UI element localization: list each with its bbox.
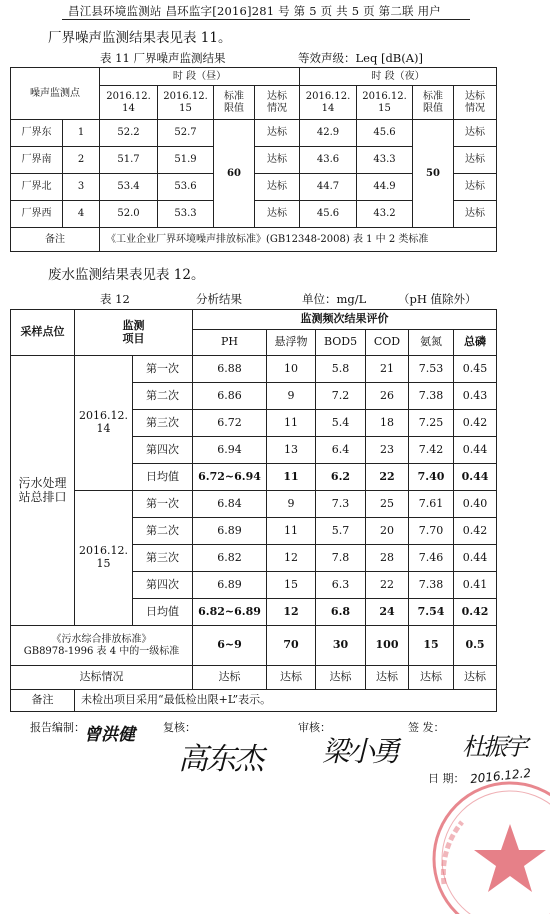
value-nh3n: 7.25: [409, 410, 454, 437]
value-ph: 6.89: [193, 518, 267, 545]
value-bod5: 6.8: [316, 599, 366, 626]
sample-round: 第二次: [133, 383, 193, 410]
audit-label: 审核：: [298, 721, 331, 734]
value-bod5: 5.7: [316, 518, 366, 545]
value-cod: 24: [366, 599, 409, 626]
status-row: [11, 666, 497, 690]
value-nh3n: 7.53: [409, 356, 454, 383]
value-tp: 0.42: [454, 410, 497, 437]
date-label: 日 期：: [428, 772, 465, 785]
standard-cod: 100: [366, 626, 409, 666]
value-cod: 26: [366, 383, 409, 410]
value-cod: 22: [366, 572, 409, 599]
status-cod: 达标: [366, 666, 409, 690]
value-nh3n: 7.61: [409, 491, 454, 518]
value-cod: 18: [366, 410, 409, 437]
standard-tp: 0.5: [454, 626, 497, 666]
value-bod5: 6.4: [316, 437, 366, 464]
value-ss: 12: [267, 545, 316, 572]
value-cod: 21: [366, 356, 409, 383]
value-tp: 0.44: [454, 464, 497, 491]
day-status: 达标: [255, 120, 300, 147]
day-limit-value: 60: [214, 120, 255, 228]
param-ph: PH: [193, 330, 267, 356]
value-nh3n: 7.42: [409, 437, 454, 464]
standard-bod5: 30: [316, 626, 366, 666]
night-period-header: 时 段（夜）: [300, 68, 497, 86]
sample-round: 第三次: [133, 545, 193, 572]
value-tp: 0.44: [454, 437, 497, 464]
standard-label: 《污水综合排放标准》 GB8978-1996 表 4 中的一级标准: [11, 626, 193, 666]
night-limit-value: 50: [413, 120, 454, 228]
value-tp: 0.42: [454, 518, 497, 545]
site-header: 采样点位: [11, 310, 75, 356]
point-name: 厂界南: [11, 147, 63, 174]
noise-point-header: 噪声监测点: [11, 68, 100, 120]
wastewater-note: 未检出项目采用“最低检出限+L”表示。: [75, 690, 497, 712]
sample-round: 日均值: [133, 464, 193, 491]
standard-nh3n: 15: [409, 626, 454, 666]
value-nh3n: 7.70: [409, 518, 454, 545]
value-nh3n: 7.54: [409, 599, 454, 626]
value-ph: 6.86: [193, 383, 267, 410]
param-tp: 总磷: [454, 330, 497, 356]
night-value-2: 43.3: [357, 147, 413, 174]
sample-round: 第一次: [133, 356, 193, 383]
value-tp: 0.44: [454, 545, 497, 572]
review-label: 复核：: [163, 721, 196, 734]
noise-note: 《工业企业厂界环境噪声排放标准》(GB12348-2008) 表 1 中 2 类标准: [100, 228, 497, 252]
night-value-1: 42.9: [300, 120, 357, 147]
value-cod: 25: [366, 491, 409, 518]
value-cod: 20: [366, 518, 409, 545]
param-ss: 悬浮物: [267, 330, 316, 356]
sampling-site: 污水处理 站总排口: [11, 356, 75, 626]
issue-signature: 杜振宇: [462, 733, 525, 761]
night-value-2: 44.9: [357, 174, 413, 201]
point-name: 厂界西: [11, 201, 63, 228]
section-wastewater-title: 废水监测结果表见表 12。: [48, 267, 205, 283]
param-bod5: BOD5: [316, 330, 366, 356]
section-noise-title: 厂界噪声监测结果表见表 11。: [48, 30, 232, 46]
value-tp: 0.45: [454, 356, 497, 383]
author-signature: 曾洪健: [84, 725, 135, 745]
day-limit-header: 标准 限值: [214, 86, 255, 120]
value-ss: 12: [267, 599, 316, 626]
day-value-2: 53.3: [158, 201, 214, 228]
table12-caption-number: 表 12: [100, 292, 130, 306]
status-ph: 达标: [193, 666, 267, 690]
night-limit-header: 标准 限值: [413, 86, 454, 120]
day-period-header: 时 段（昼）: [100, 68, 300, 86]
value-ph: 6.72: [193, 410, 267, 437]
value-tp: 0.43: [454, 383, 497, 410]
sample-round: 第三次: [133, 410, 193, 437]
point-name: 厂界东: [11, 120, 63, 147]
point-number: 2: [63, 147, 100, 174]
author-label: 报告编制：: [30, 721, 85, 734]
value-bod5: 5.4: [316, 410, 366, 437]
sample-round: 第四次: [133, 437, 193, 464]
value-ph: 6.88: [193, 356, 267, 383]
value-bod5: 7.2: [316, 383, 366, 410]
value-cod: 23: [366, 437, 409, 464]
night-value-2: 43.2: [357, 201, 413, 228]
night-date1-header: 2016.12. 14: [300, 86, 357, 120]
status-nh3n: 达标: [409, 666, 454, 690]
table12-caption-type: 分析结果: [196, 292, 242, 306]
param-cod: COD: [366, 330, 409, 356]
value-ph: 6.89: [193, 572, 267, 599]
wastewater-table: [10, 309, 497, 712]
value-ph: 6.72~6.94: [193, 464, 267, 491]
value-ss: 13: [267, 437, 316, 464]
value-cod: 28: [366, 545, 409, 572]
standard-ph: 6~9: [193, 626, 267, 666]
night-status: 达标: [454, 147, 497, 174]
evaluation-header: 监测频次结果评价: [193, 310, 497, 330]
value-tp: 0.40: [454, 491, 497, 518]
value-cod: 22: [366, 464, 409, 491]
issue-label: 签 发：: [408, 721, 445, 734]
night-value-2: 45.6: [357, 120, 413, 147]
night-status: 达标: [454, 120, 497, 147]
day-date2-header: 2016.12. 15: [158, 86, 214, 120]
value-ss: 9: [267, 383, 316, 410]
night-status-header: 达标 情况: [454, 86, 497, 120]
table-row: [11, 491, 497, 518]
value-ph: 6.82: [193, 545, 267, 572]
day-value-2: 52.7: [158, 120, 214, 147]
noise-note-label: 备注: [11, 228, 100, 252]
table-row: [11, 356, 497, 383]
noise-table: [10, 67, 497, 252]
day-value-1: 52.2: [100, 120, 158, 147]
night-status: 达标: [454, 201, 497, 228]
night-value-1: 45.6: [300, 201, 357, 228]
review-signature: 高东杰: [178, 742, 262, 777]
value-ph: 6.82~6.89: [193, 599, 267, 626]
table12-unit: 单位：mg/L: [302, 292, 367, 306]
day-value-2: 53.6: [158, 174, 214, 201]
night-value-1: 43.6: [300, 147, 357, 174]
date-handwritten: 2016.12.2: [469, 765, 532, 787]
value-ph: 6.94: [193, 437, 267, 464]
value-ss: 10: [267, 356, 316, 383]
value-ss: 9: [267, 491, 316, 518]
table12-unit-note: （pH 值除外）: [398, 292, 477, 306]
sample-date: 2016.12. 15: [75, 491, 133, 626]
table-row: [11, 120, 497, 147]
item-header: 监测 项目: [75, 310, 193, 356]
night-date2-header: 2016.12. 15: [357, 86, 413, 120]
official-seal-icon: [392, 764, 550, 914]
value-ss: 11: [267, 518, 316, 545]
value-bod5: 7.8: [316, 545, 366, 572]
table11-unit: 等效声级：Leq [dB(A)]: [298, 51, 424, 65]
header-rule: [62, 19, 470, 20]
param-nh3n: 氨氮: [409, 330, 454, 356]
day-value-1: 52.0: [100, 201, 158, 228]
point-number: 3: [63, 174, 100, 201]
value-nh3n: 7.40: [409, 464, 454, 491]
status-label: 达标情况: [11, 666, 193, 690]
day-date1-header: 2016.12. 14: [100, 86, 158, 120]
value-bod5: 7.3: [316, 491, 366, 518]
sample-round: 日均值: [133, 599, 193, 626]
day-value-1: 51.7: [100, 147, 158, 174]
sample-round: 第一次: [133, 491, 193, 518]
sample-round: 第二次: [133, 518, 193, 545]
value-ss: 11: [267, 410, 316, 437]
day-status-header: 达标 情况: [255, 86, 300, 120]
status-tp: 达标: [454, 666, 497, 690]
day-value-1: 53.4: [100, 174, 158, 201]
value-bod5: 6.2: [316, 464, 366, 491]
day-value-2: 51.9: [158, 147, 214, 174]
page-header: 昌江县环境监测站 昌环监字[2016]281 号 第 5 页 共 5 页 第二联 用户: [68, 4, 441, 18]
night-status: 达标: [454, 174, 497, 201]
standard-row: [11, 626, 497, 666]
sample-date: 2016.12. 14: [75, 356, 133, 491]
value-tp: 0.42: [454, 599, 497, 626]
value-bod5: 6.3: [316, 572, 366, 599]
night-value-1: 44.7: [300, 174, 357, 201]
day-status: 达标: [255, 174, 300, 201]
value-bod5: 5.8: [316, 356, 366, 383]
value-tp: 0.41: [454, 572, 497, 599]
point-number: 1: [63, 120, 100, 147]
value-ss: 11: [267, 464, 316, 491]
day-status: 达标: [255, 201, 300, 228]
status-ss: 达标: [267, 666, 316, 690]
status-bod5: 达标: [316, 666, 366, 690]
standard-ss: 70: [267, 626, 316, 666]
point-number: 4: [63, 201, 100, 228]
sample-round: 第四次: [133, 572, 193, 599]
value-ph: 6.84: [193, 491, 267, 518]
day-status: 达标: [255, 147, 300, 174]
value-nh3n: 7.46: [409, 545, 454, 572]
audit-signature: 梁小勇: [322, 735, 398, 768]
table11-caption: 表 11 厂界噪声监测结果: [100, 51, 226, 65]
point-name: 厂界北: [11, 174, 63, 201]
value-nh3n: 7.38: [409, 572, 454, 599]
value-ss: 15: [267, 572, 316, 599]
wastewater-note-label: 备注: [11, 690, 75, 712]
value-nh3n: 7.38: [409, 383, 454, 410]
